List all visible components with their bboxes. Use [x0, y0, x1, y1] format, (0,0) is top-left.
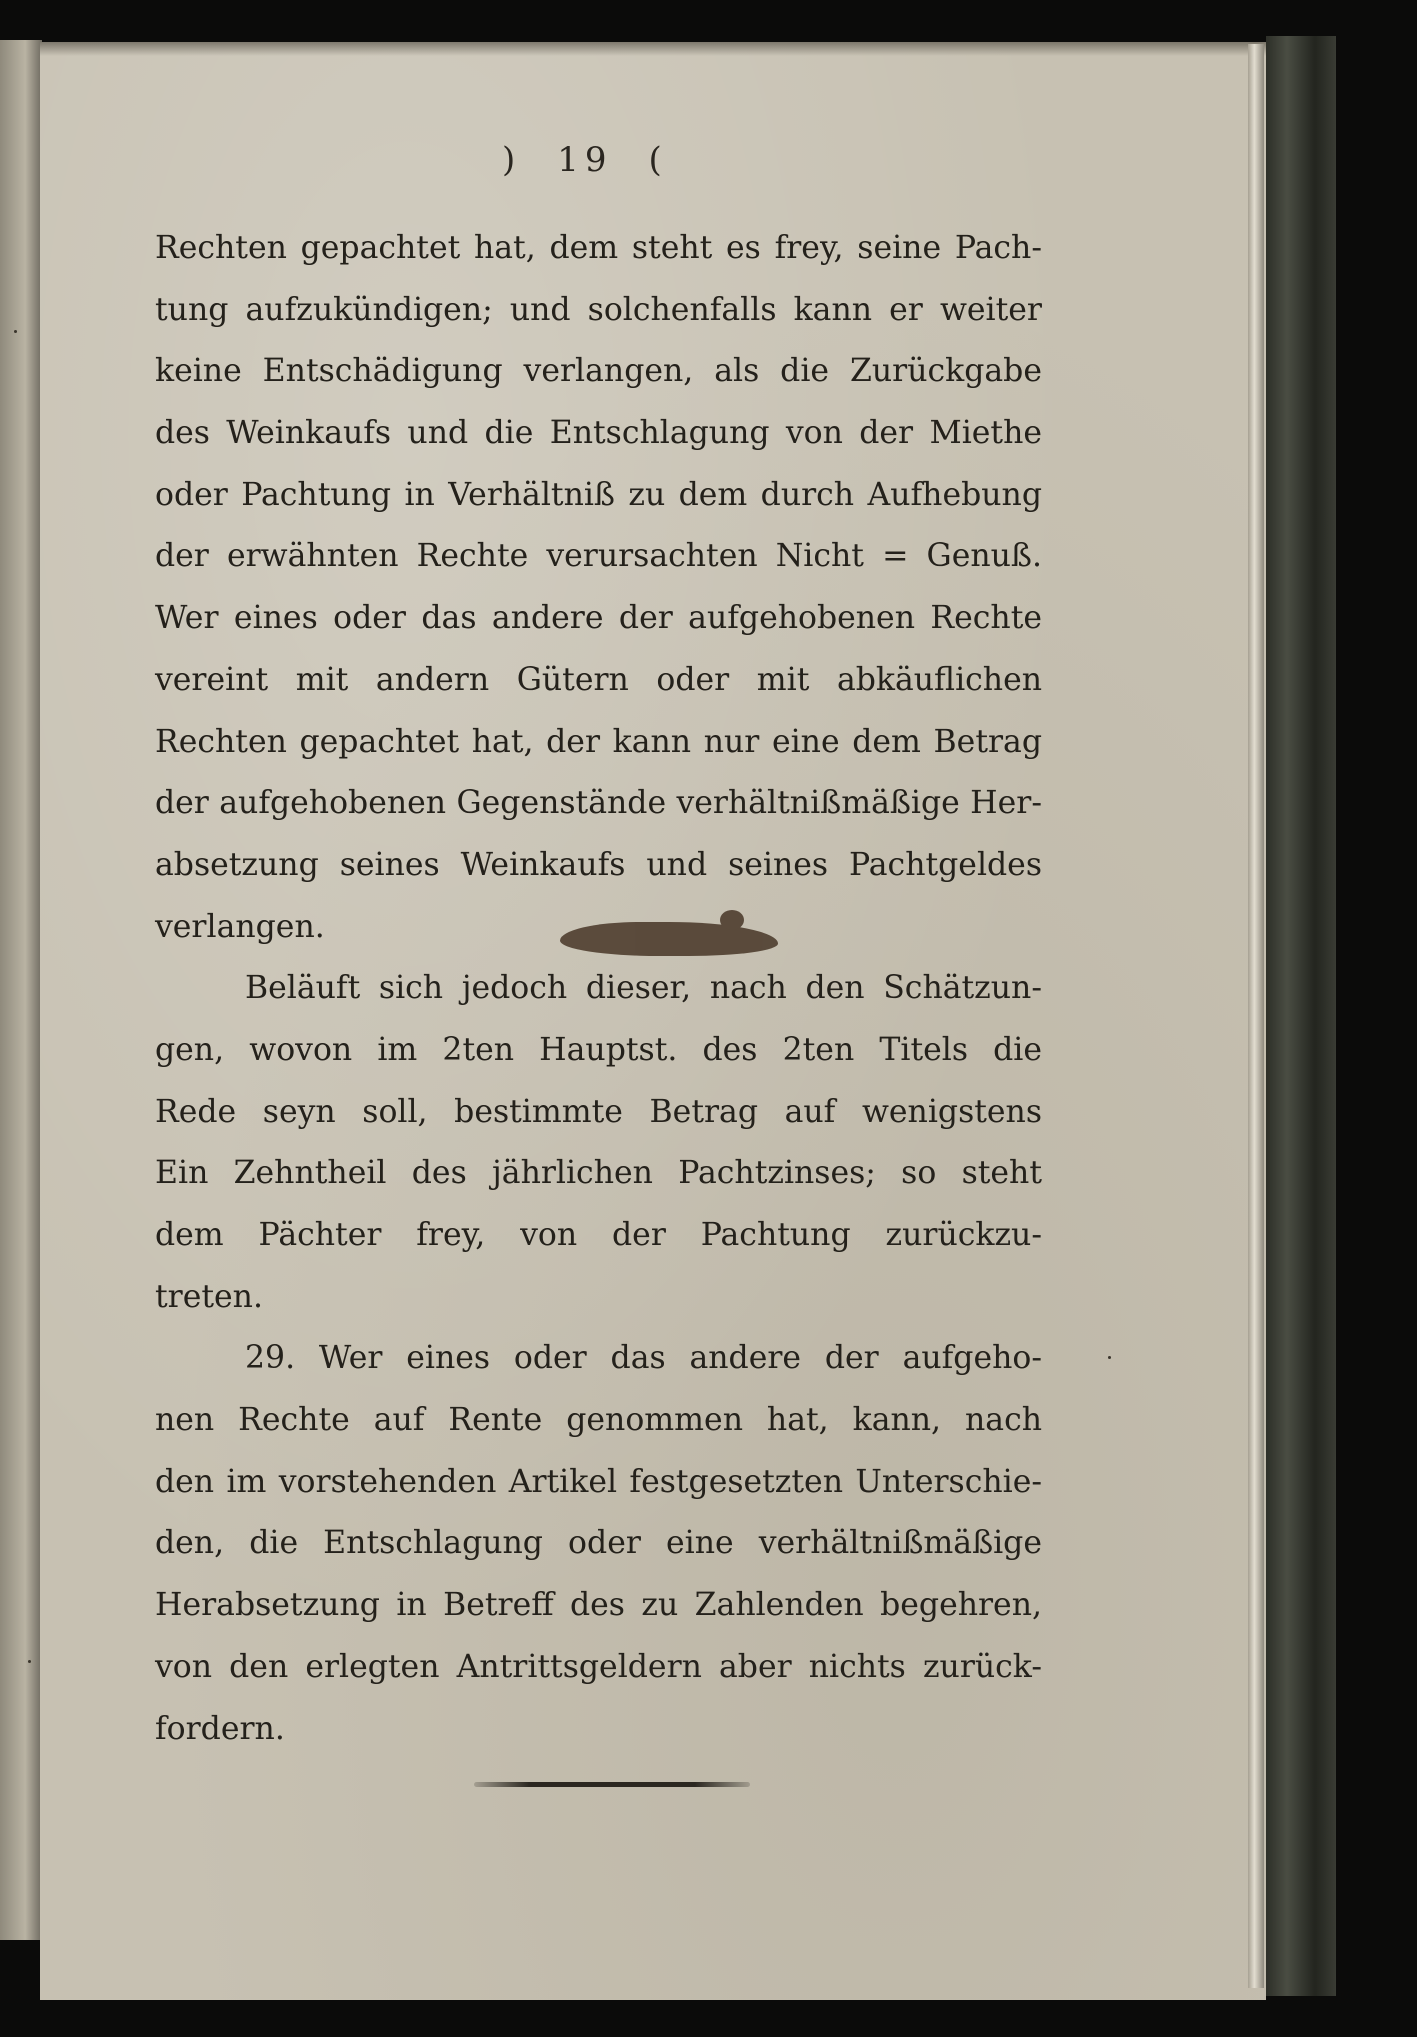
text-line: Rede seyn soll, bestimmte Betrag auf wenigstens — [155, 1093, 1042, 1130]
margin-speck — [14, 330, 17, 333]
text-line: den im vorstehenden Artikel festgesetzten Unterschie- — [155, 1463, 1042, 1500]
body-text — [155, 218, 1042, 1760]
text-line: Rechten gepachtet hat, dem steht es frey, seine Pach- — [155, 230, 1042, 266]
closing-rule — [474, 1782, 750, 1787]
text-line: den, die Entschlagung oder eine verhältnißmäßige — [155, 1525, 1042, 1562]
text-line: Herabsetzung in Betreff des zu Zahlenden begehren, — [155, 1587, 1042, 1624]
text-line: nen Rechte auf Rente genommen hat, kann, nach — [155, 1402, 1042, 1439]
margin-speck — [1108, 1356, 1111, 1359]
text-line: gen, wovon im 2ten Hauptst. des 2ten Titels die — [155, 1031, 1042, 1068]
text-line: Beläuft sich jedoch dieser, nach den Schätzun- — [245, 970, 1042, 1007]
text-line: dem Pächter frey, von der Pachtung zurückzu- — [155, 1217, 1042, 1253]
folio-bracket-right: ( — [648, 140, 668, 180]
text-line: absetzung seines Weinkaufs und seines Pachtgeldes — [155, 846, 1042, 883]
folio-bracket-left: ) — [502, 140, 522, 180]
text-line: verlangen. — [155, 908, 325, 945]
margin-speck — [28, 1660, 31, 1663]
facing-page-edge — [0, 40, 42, 1940]
text-line: 29. Wer eines oder das andere der aufgeho- — [245, 1340, 1042, 1377]
page-stack-edge — [1248, 44, 1264, 1988]
text-line: der erwähnten Rechte verursachten Nicht = Genuß. — [155, 538, 1042, 575]
text-line: Wer eines oder das andere der aufgehobenen Rechte — [155, 600, 1042, 637]
text-line: keine Entschädigung verlangen, als die Zurückgabe — [155, 353, 1042, 390]
folio-number: 19 — [557, 140, 613, 180]
text-line: der aufgehobenen Gegenstände verhältnißmäßige Her- — [155, 785, 1042, 822]
text-line: des Weinkaufs und die Entschlagung von der Miethe — [155, 415, 1042, 452]
text-line: vereint mit andern Gütern oder mit abkäuflichen — [155, 661, 1042, 698]
text-line: von den erlegten Antrittsgeldern aber nichts zurück- — [155, 1648, 1042, 1685]
text-line: Ein Zehntheil des jährlichen Pachtzinses; so steht — [155, 1155, 1042, 1192]
text-line: treten. — [155, 1278, 263, 1315]
page-number — [466, 140, 704, 180]
text-line: tung aufzukündigen; und solchenfalls kann er weiter — [155, 291, 1042, 328]
text-line: fordern. — [155, 1710, 285, 1747]
book-cover-edge — [1266, 36, 1336, 1996]
text-line: oder Pachtung in Verhältniß zu dem durch Aufhebung — [155, 476, 1042, 513]
text-line: Rechten gepachtet hat, der kann nur eine dem Betrag — [155, 723, 1042, 760]
